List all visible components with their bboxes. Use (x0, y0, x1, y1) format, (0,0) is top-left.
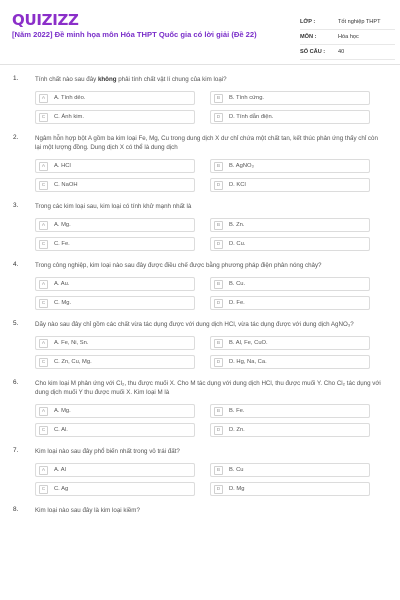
option-text: C. NaOH (54, 182, 78, 188)
question-text (35, 75, 385, 84)
option-text: B. Cu (229, 467, 244, 473)
answer-option[interactable] (35, 336, 195, 350)
answer-option[interactable] (35, 237, 195, 251)
question-number: 7. (13, 447, 19, 454)
option-letter-badge: B (214, 280, 223, 289)
question-text-part: Tính chất nào sau đây (35, 76, 98, 83)
answer-option[interactable] (35, 277, 195, 291)
answer-options (35, 91, 400, 124)
question-item (0, 75, 400, 124)
option-text: A. Tính dẻo. (54, 95, 86, 101)
answer-option[interactable] (35, 218, 195, 232)
option-letter-badge: B (214, 339, 223, 348)
question-item (0, 134, 400, 192)
meta-row (300, 30, 395, 45)
option-letter-badge: C (39, 485, 48, 494)
option-text: B. Fe. (229, 408, 245, 414)
question-text: Kim loại nào sau đây phổ biến nhất trong vỏ trái đất? (35, 448, 180, 455)
option-text: C. Ánh kim. (54, 114, 84, 120)
question-list (0, 75, 400, 525)
question-text: Trong các kim loại sau, kim loại có tính khử mạnh nhất là (35, 203, 192, 210)
option-letter-badge: B (214, 221, 223, 230)
option-text: B. Zn. (229, 222, 245, 228)
question-item (0, 202, 400, 251)
option-text: A. Au. (54, 281, 70, 287)
option-letter-badge: A (39, 339, 48, 348)
question-keyword: không (97, 76, 117, 83)
answer-option[interactable] (210, 178, 370, 192)
option-letter-badge: B (214, 466, 223, 475)
question-number: 2. (13, 134, 19, 141)
option-text: D. Tính dẫn điện. (229, 114, 274, 120)
option-text: B. Tính cứng. (229, 95, 265, 101)
page-title: [Năm 2022] Đề minh họa môn Hóa THPT Quốc gia có lời giải (Đề 22) (12, 30, 257, 39)
answer-options (35, 336, 400, 369)
answer-option[interactable] (210, 110, 370, 124)
question-number: 8. (13, 506, 19, 513)
answer-options (35, 277, 400, 310)
answer-option[interactable] (210, 91, 370, 105)
question-item (0, 379, 400, 437)
option-text: D. KCl (229, 182, 246, 188)
question-item (0, 261, 400, 310)
option-text: C. Zn, Cu, Mg. (54, 359, 92, 365)
option-letter-badge: C (39, 181, 48, 190)
option-text: D. Mg (229, 486, 245, 492)
meta-label: SỐ CÂU : (300, 49, 326, 55)
question-text: Dãy nào sau đây chỉ gồm các chất vừa tác dụng được với dung dịch HCl, vừa tác dụng được với dung dịch AgNO₃? (35, 321, 354, 328)
option-text: D. Zn. (229, 427, 245, 433)
option-letter-badge: B (214, 94, 223, 103)
answer-options (35, 463, 400, 496)
option-letter-badge: D (214, 485, 223, 494)
option-letter-badge: D (214, 113, 223, 122)
answer-option[interactable] (35, 404, 195, 418)
option-text: B. Al, Fe, CuO. (229, 340, 268, 346)
option-letter-badge: C (39, 240, 48, 249)
header (0, 0, 400, 62)
option-text: D. Hg, Na, Ca. (229, 359, 267, 365)
meta-label: LỚP : (300, 19, 316, 25)
option-text: C. Al. (54, 427, 68, 433)
option-text: C. Ag (54, 486, 69, 492)
question-number: 6. (13, 379, 19, 386)
answer-option[interactable] (210, 336, 370, 350)
option-letter-badge: B (214, 162, 223, 171)
meta-row (300, 15, 395, 30)
option-letter-badge: C (39, 299, 48, 308)
question-item (0, 506, 400, 515)
option-text: A. Fe, Ni, Sn. (54, 340, 89, 346)
question-text-part: phải tính chất vật lí chung của kim loại? (116, 76, 227, 83)
answer-options (35, 159, 400, 192)
option-text: B. Cu. (229, 281, 246, 287)
option-letter-badge: A (39, 162, 48, 171)
answer-option[interactable] (210, 463, 370, 477)
meta-value: 40 (338, 49, 345, 55)
meta-row (300, 45, 395, 60)
question-text: Ngâm hỗn hợp bột A gồm ba kim loại Fe, Mg, Cu trong dung dịch X dư chỉ chứa một chất tan, kết thúc phản ứng thấy chỉ còn lại một lượng đồng. Dung dịch X có thể là dung dịch (35, 135, 378, 151)
option-letter-badge: D (214, 299, 223, 308)
question-item (0, 320, 400, 369)
answer-option[interactable] (35, 355, 195, 369)
answer-option[interactable] (210, 296, 370, 310)
option-letter-badge: C (39, 426, 48, 435)
answer-option[interactable] (210, 218, 370, 232)
answer-options (35, 218, 400, 251)
option-text: A. HCl (54, 163, 71, 169)
divider (0, 64, 400, 65)
option-letter-badge: B (214, 407, 223, 416)
answer-option[interactable] (35, 159, 195, 173)
question-number: 5. (13, 320, 19, 327)
option-letter-badge: D (214, 426, 223, 435)
option-letter-badge: A (39, 407, 48, 416)
answer-option[interactable] (35, 296, 195, 310)
option-text: C. Fe. (54, 241, 70, 247)
answer-option[interactable] (210, 482, 370, 496)
question-number: 3. (13, 202, 19, 209)
answer-option[interactable] (35, 178, 195, 192)
meta-value: Tốt nghiệp THPT (338, 19, 381, 25)
question-text: Kim loại nào sau đây là kim loại kiềm? (35, 507, 140, 514)
answer-option[interactable] (210, 237, 370, 251)
answer-option[interactable] (210, 423, 370, 437)
option-letter-badge: D (214, 358, 223, 367)
question-number: 1. (13, 75, 19, 82)
answer-option[interactable] (35, 482, 195, 496)
option-text: B. AgNO₃ (229, 163, 254, 169)
option-text: A. Mg. (54, 222, 71, 228)
option-letter-badge: A (39, 94, 48, 103)
option-letter-badge: A (39, 466, 48, 475)
option-text: C. Mg. (54, 300, 72, 306)
meta-table (300, 15, 395, 60)
meta-value: Hóa học (338, 34, 359, 40)
meta-label: MÔN : (300, 34, 317, 40)
brand-logo: QUIZIZZ (12, 11, 79, 29)
answer-options (35, 404, 400, 437)
answer-option[interactable] (35, 423, 195, 437)
answer-option[interactable] (210, 277, 370, 291)
answer-option[interactable] (210, 355, 370, 369)
option-text: A. Al (54, 467, 66, 473)
answer-option[interactable] (35, 463, 195, 477)
question-text: Cho kim loại M phản ứng với Cl₂, thu được muối X. Cho M tác dụng với dung dịch HCl, thu được muối Y. Cho Cl₂ tác dụng với dung dịch muối Y thu được muối X. Kim loại M là (35, 380, 381, 396)
answer-option[interactable] (35, 91, 195, 105)
option-text: A. Mg. (54, 408, 71, 414)
answer-option[interactable] (210, 404, 370, 418)
answer-option[interactable] (210, 159, 370, 173)
option-text: D. Cu. (229, 241, 246, 247)
question-item (0, 447, 400, 496)
option-letter-badge: A (39, 221, 48, 230)
question-text: Trong công nghiệp, kim loại nào sau đây được điều chế được bằng phương pháp điện phân nóng chảy? (35, 262, 322, 269)
option-letter-badge: D (214, 181, 223, 190)
question-number: 4. (13, 261, 19, 268)
option-text: D. Fe. (229, 300, 245, 306)
option-letter-badge: D (214, 240, 223, 249)
option-letter-badge: C (39, 358, 48, 367)
answer-option[interactable] (35, 110, 195, 124)
option-letter-badge: C (39, 113, 48, 122)
option-letter-badge: A (39, 280, 48, 289)
